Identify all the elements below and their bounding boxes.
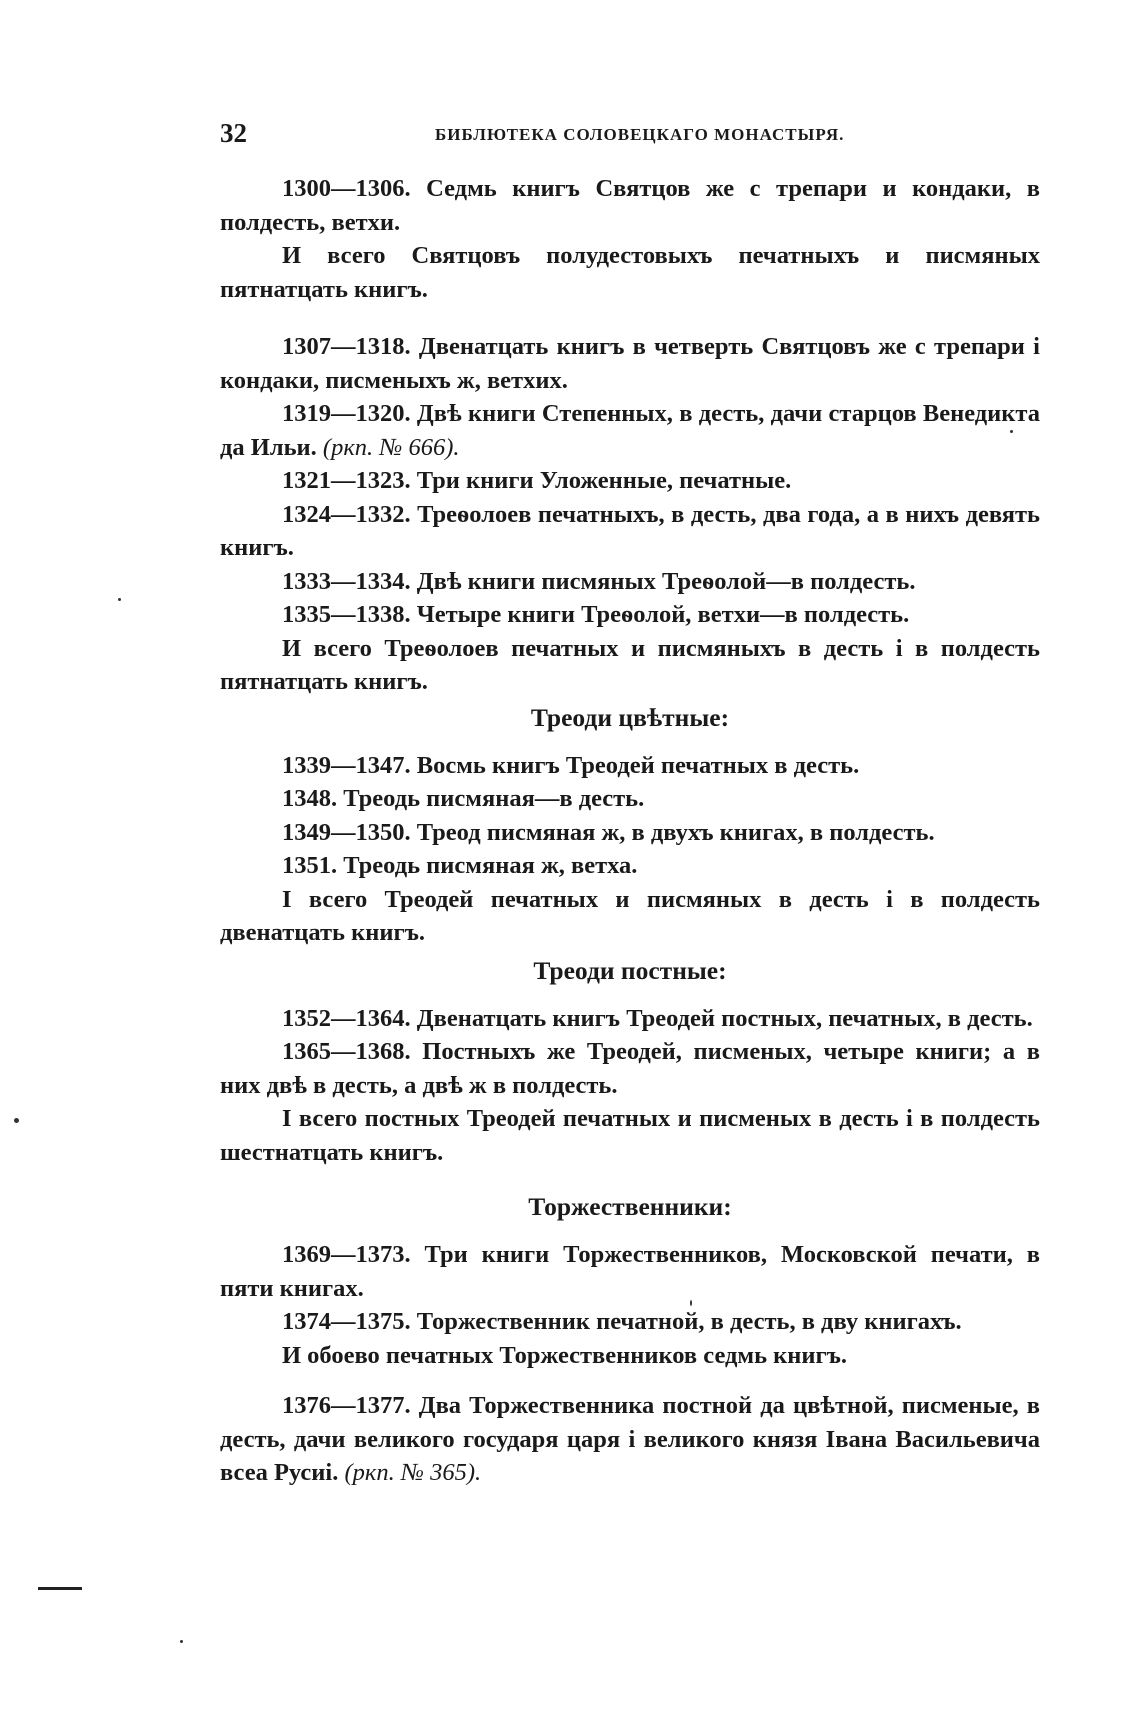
- total-torzhestvenniki: И обоево печатных Торжественников седмь книгъ.: [282, 1341, 848, 1369]
- entry-1319-1320-text: 1319—1320. Двѣ книги Степенных, в десть, дачи старцов Венедикта да Ильи.: [220, 400, 1040, 461]
- entry-1369-1373: 1369—1373. Три книги Торжественников, Московской печати, в пяти книгах.: [220, 1241, 1040, 1302]
- entry-1307-1318: 1307—1318. Двенатцать книгъ в четверть Святцовъ же с трепари і кондаки, писменыхъ ж, ветхих.: [220, 333, 1040, 394]
- total-trefoloi: И всего Треѳолоев печатных и писмяныхъ в десть і в полдесть пятнатцать книгъ.: [220, 634, 1040, 695]
- entry-1300-1306: 1300—1306. Седмь книгъ Святцов же с трепари и кондаки, в полдесть, ветхи.: [220, 175, 1040, 236]
- total-triodi-postnye: І всего постных Треодей печатных и писменых в десть і в полдесть шестнатцать книгъ.: [220, 1105, 1040, 1166]
- entry-1351: 1351. Треодь писмяная ж, ветха.: [282, 852, 638, 879]
- page-body: [220, 172, 1040, 1490]
- entry-1335-1338: 1335—1338. Четыре книги Треѳолой, ветхи—в полдесть.: [282, 601, 910, 628]
- scan-speck: [690, 1300, 692, 1306]
- entry-1376-1377: [220, 1389, 1040, 1490]
- scan-speck: [180, 1640, 183, 1643]
- total-triodi-tsvetnye: І всего Треодей печатных и писмяных в десть і в полдесть двенатцать книгъ.: [220, 885, 1040, 946]
- scan-mark: [38, 1587, 82, 1590]
- manuscript-reference-2: (ркп. № 365).: [344, 1459, 482, 1486]
- entry-1319-1320: [220, 397, 1040, 464]
- running-title: БИБЛЮТЕКА СОЛОВЕЦКАГО МОНАСТЫРЯ.: [435, 125, 845, 144]
- entry-1348: 1348. Треодь писмяная—в десть.: [282, 785, 645, 812]
- scan-speck: [1010, 430, 1013, 433]
- entry-1349-1350: 1349—1350. Треод писмяная ж, в двухъ книгах, в полдесть.: [282, 818, 935, 846]
- section-heading-triodi-postnye: Треоди постные:: [533, 955, 727, 985]
- page-header: [220, 118, 1040, 158]
- section-heading-torzhestvenniki: Торжественники:: [528, 1192, 732, 1221]
- scan-speck: [14, 1118, 19, 1123]
- entry-1324-1332: 1324—1332. Треѳолоев печатныхъ, в десть, два года, а в нихъ девять книгъ.: [220, 500, 1040, 561]
- page-number: 32: [220, 118, 247, 148]
- scan-speck: [118, 598, 121, 601]
- entry-1339-1347: 1339—1347. Восмь книгъ Треодей печатных в десть.: [282, 751, 860, 779]
- manuscript-reference: (ркп. № 666).: [322, 433, 460, 461]
- entry-1321-1323: 1321—1323. Три книги Уложенные, печатные.: [282, 467, 792, 494]
- entry-1333-1334: 1333—1334. Двѣ книги писмяных Треѳолой—в полдесть.: [282, 567, 916, 595]
- entry-1374-1375: 1374—1375. Торжественник печатной, в десть, в дву книгахъ.: [282, 1308, 962, 1335]
- entry-1352-1364: 1352—1364. Двенатцать книгъ Треодей постных, печатных, в десть.: [282, 1004, 1033, 1032]
- total-sviattsy: И всего Святцовъ полудестовыхъ печатныхъ и писмяных пятнатцать книгъ.: [220, 242, 1040, 303]
- entry-1365-1368: 1365—1368. Постныхъ же Треодей, писменых, четыре книги; а в них двѣ в десть, а двѣ ж в полдесть.: [220, 1038, 1040, 1099]
- entry-1376-1377-text: 1376—1377. Два Торжественника постной да цвѣтной, писменые, в десть, дачи великого государя царя і великого князя Івана Васильевича всеа Русиі.: [220, 1392, 1040, 1486]
- section-heading-triodi-tsvetnye: Треоди цвѣтные:: [530, 702, 730, 732]
